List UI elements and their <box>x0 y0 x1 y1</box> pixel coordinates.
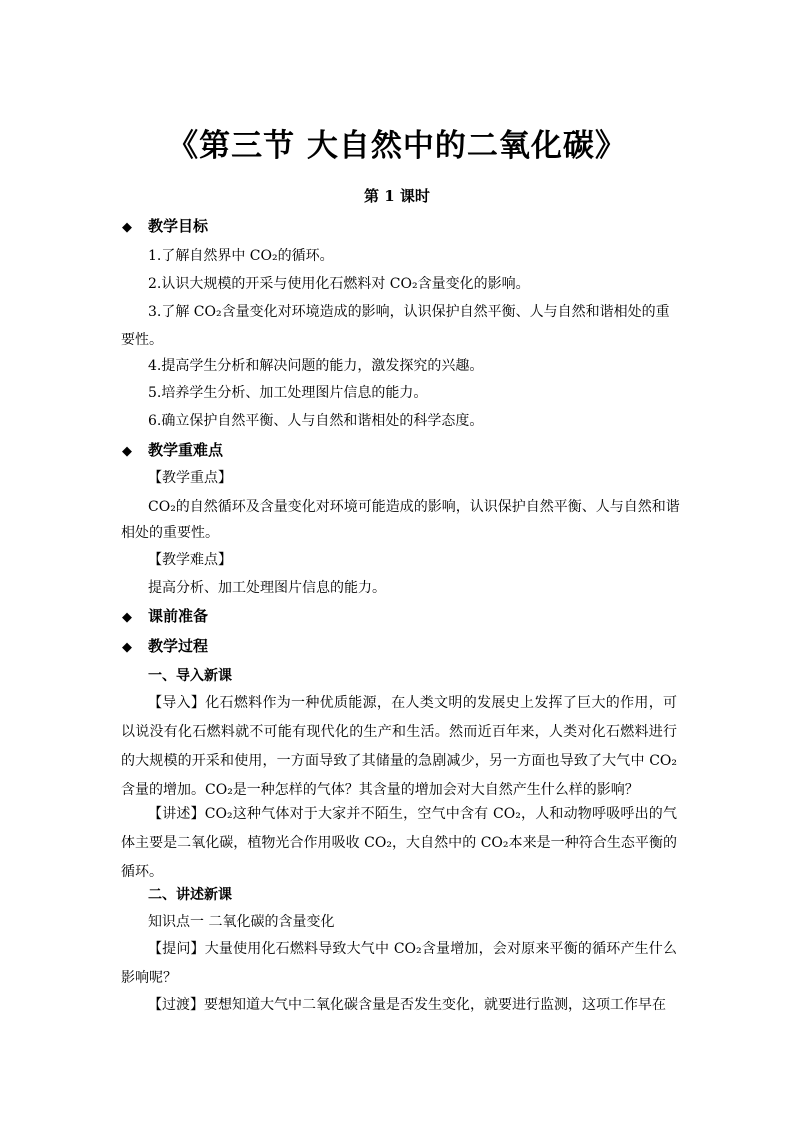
prep-heading-text: 课前准备 <box>148 607 209 625</box>
process-heading <box>122 636 208 658</box>
objective-item: 5.培养学生分析、加工处理图片信息的能力。 <box>148 385 428 401</box>
objective-item: 2.认识大规模的开采与使用化石燃料对 CO₂含量变化的影响。 <box>148 276 530 292</box>
difficult-text: 提高分析、加工处理图片信息的能力。 <box>148 580 386 596</box>
part1-heading: 一、导入新课 <box>148 668 232 684</box>
question-paragraph: 【提问】大量使用化石燃料导致大气中 CO₂含量增加，会对原来平衡的循环产生什么影响呢？ <box>121 941 677 986</box>
key-text-line: 相处的重要性。 <box>121 525 219 541</box>
lesson-period: 第 1 课时 <box>364 187 430 205</box>
page-title: 《第三节 大自然中的二氧化碳》 <box>167 128 627 164</box>
key-difficult-heading-text: 教学重难点 <box>148 441 224 459</box>
process-heading-text: 教学过程 <box>148 637 209 655</box>
objective-item: 6.确立保护自然平衡、人与自然和谐相处的科学态度。 <box>148 413 484 429</box>
objective-item: 3.了解 CO₂含量变化对环境造成的影响，认识保护自然平衡、人与自然和谐相处的重 <box>148 304 670 320</box>
objective-item-continued: 要性。 <box>121 332 163 348</box>
explain-paragraph: 【讲述】CO₂这种气体对于大家并不陌生，空气中含有 CO₂，人和动物呼吸呼出的气体主要是二氧化碳，植物光合作用吸收 CO₂，大自然中的 CO₂本来是一种符合生态平衡的循环。 <box>121 806 677 880</box>
diamond-bullet-icon: ◆ <box>122 444 132 459</box>
intro-paragraph: 【导入】化石燃料作为一种优质能源，在人类文明的发展史上发挥了巨大的作用，可以说没有化石燃料就不可能有现代化的生产和生活。然而近百年来，人类对化石燃料进行的大规模的开采和使用，一方面导致了其储量的急剧减少，另一方面也导致了大气中 CO₂含量的增加。CO₂是一种怎样的气体？其含量的增加会对大自然产生什么样的影响？ <box>121 695 677 798</box>
transition-paragraph: 【过渡】要想知道大气中二氧化碳含量是否发生变化，就要进行监测，这项工作早在 <box>148 997 666 1013</box>
objective-item: 4.提高学生分析和解决问题的能力，激发探究的兴趣。 <box>148 358 484 374</box>
objectives-heading-text: 教学目标 <box>148 217 209 235</box>
objective-item: 1.了解自然界中 CO₂的循环。 <box>148 248 334 264</box>
diamond-bullet-icon: ◆ <box>122 220 132 235</box>
key-text-line: CO₂的自然循环及含量变化对环境可能造成的影响，认识保护自然平衡、人与自然和谐 <box>148 499 680 515</box>
part2-heading: 二、讲述新课 <box>148 887 232 903</box>
prep-heading <box>122 606 208 628</box>
key-label: 【教学重点】 <box>148 470 232 486</box>
diamond-bullet-icon: ◆ <box>122 640 132 655</box>
objectives-heading <box>122 216 208 238</box>
difficult-label: 【教学难点】 <box>148 552 232 568</box>
knowledge-point-title: 知识点一 二氧化碳的含量变化 <box>148 914 335 930</box>
key-difficult-heading <box>122 440 223 462</box>
diamond-bullet-icon: ◆ <box>122 610 132 625</box>
